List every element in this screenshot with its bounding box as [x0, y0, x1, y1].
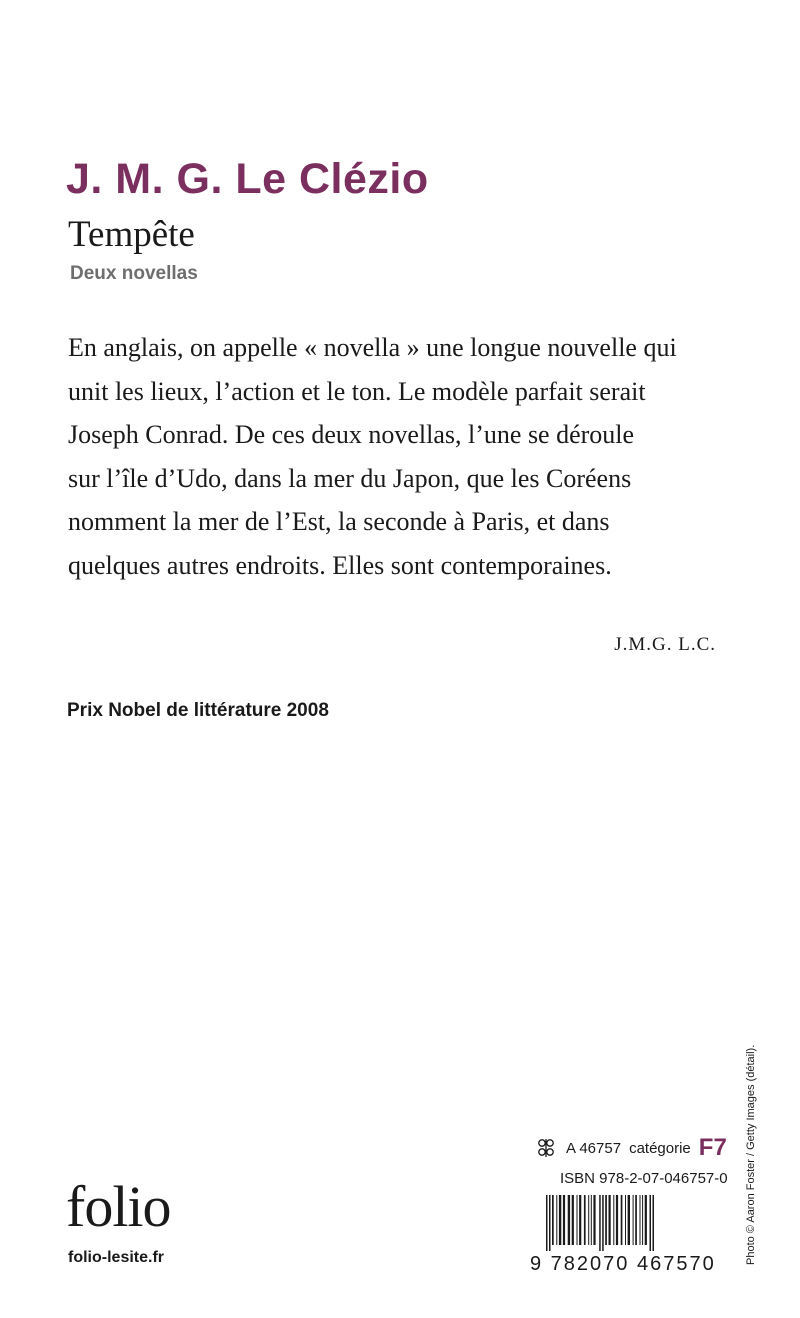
catalog-code: A 46757 [566, 1139, 622, 1157]
photo-credit: Photo © Aaron Foster / Getty Images (détail). [745, 1044, 757, 1265]
website-link[interactable]: folio-lesite.fr [68, 1249, 165, 1266]
barcode-bar [563, 1195, 565, 1245]
blurb-line: nomment la mer de l’Est, la seconde à Paris, et dans [68, 507, 610, 536]
barcode [530, 1195, 720, 1275]
barcode-bar [552, 1195, 554, 1245]
isbn: ISBN 978-2-07-046757-0 [560, 1170, 728, 1187]
prize-line: Prix Nobel de littérature 2008 [67, 700, 329, 721]
blurb-line: En anglais, on appelle « novella » une longue nouvelle qui [68, 333, 677, 362]
barcode-bar [577, 1195, 578, 1245]
author-signature: J.M.G. L.C. [614, 634, 716, 655]
category-label: catégorie [629, 1139, 691, 1157]
folio-logo: folio [66, 1174, 171, 1239]
barcode-bar [579, 1195, 581, 1245]
barcode-bar [650, 1195, 652, 1251]
barcode-bar [642, 1195, 643, 1245]
barcode-bar [645, 1195, 647, 1245]
publisher-mark-icon [536, 1138, 556, 1158]
blurb-line: unit les lieux, l’action et le ton. Le modèle parfait serait [68, 376, 646, 406]
barcode-bar [605, 1195, 607, 1245]
barcode-bar [572, 1195, 574, 1245]
barcode-bar [621, 1195, 623, 1245]
book-title: Tempête [68, 214, 195, 255]
blurb-line: quelques autres endroits. Elles sont contemporaines. [68, 550, 612, 580]
barcode-bar [616, 1195, 618, 1245]
book-subtitle: Deux novellas [70, 263, 198, 284]
barcode-bar [546, 1195, 548, 1251]
barcode-bar [584, 1195, 586, 1245]
category-value: F7 [698, 1134, 727, 1161]
barcode-bar [549, 1195, 551, 1251]
barcode-bar [556, 1195, 557, 1245]
blurb-text [68, 326, 728, 587]
author-name: J. M. G. Le Clézio [66, 155, 429, 203]
barcode-bar [640, 1195, 641, 1245]
barcode-bar [559, 1195, 561, 1245]
barcode-bar [633, 1195, 634, 1245]
barcode-bar [628, 1195, 630, 1245]
barcode-bar [635, 1195, 637, 1245]
barcode-digits: 9 782070 467570 [530, 1253, 716, 1275]
blurb-line: Joseph Conrad. De ces deux novellas, l’une se déroule [68, 420, 635, 449]
blurb-line: sur l’île d’Udo, dans la mer du Japon, que les Coréens [68, 463, 632, 493]
barcode-bar [609, 1195, 611, 1245]
barcode-bar [599, 1195, 601, 1251]
barcode-bar [613, 1195, 614, 1245]
barcode-bar [568, 1195, 570, 1245]
barcode-bar [591, 1195, 592, 1245]
barcode-bar [593, 1195, 595, 1245]
barcode-bar [653, 1195, 655, 1251]
barcode-bar [625, 1195, 626, 1245]
barcode-bars [530, 1195, 720, 1251]
barcode-bar [588, 1195, 589, 1245]
catalog-line [536, 1133, 727, 1163]
barcode-bar [602, 1195, 604, 1251]
